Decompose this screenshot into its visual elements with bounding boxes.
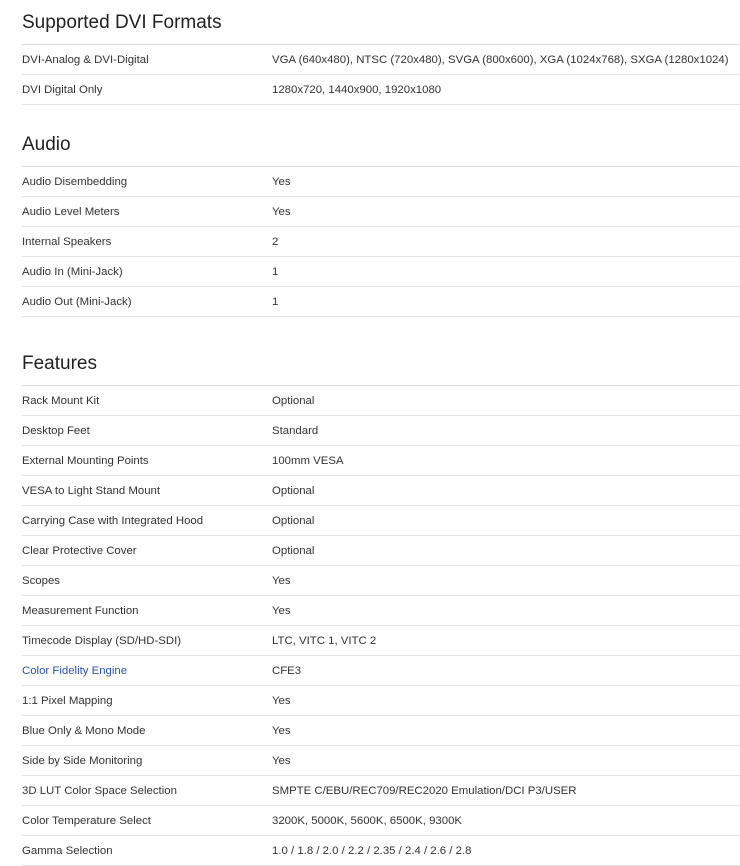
spec-value: Yes xyxy=(272,694,291,707)
spec-value: 2 xyxy=(272,235,279,248)
spec-value: SMPTE C/EBU/REC709/REC2020 Emulation/DCI P3/USER xyxy=(272,784,577,797)
spec-value: LTC, VITC 1, VITC 2 xyxy=(272,634,377,647)
spec-value: 1.0 / 1.8 / 2.0 / 2.2 / 2.35 / 2.4 / 2.6 / 2.8 xyxy=(272,844,472,857)
spec-value: 3200K, 5000K, 5600K, 6500K, 9300K xyxy=(272,814,463,827)
color-fidelity-engine-link[interactable]: Color Fidelity Engine xyxy=(22,664,128,677)
spec-value: 1280x720, 1440x900, 1920x1080 xyxy=(272,83,442,96)
spec-row xyxy=(22,806,740,836)
spec-label: Carrying Case with Integrated Hood xyxy=(22,514,204,527)
spec-value: Yes xyxy=(272,175,291,188)
spec-value: Optional xyxy=(272,484,315,497)
spec-label: Scopes xyxy=(22,574,60,587)
spec-row xyxy=(22,45,740,75)
spec-row xyxy=(22,626,740,656)
spec-row xyxy=(22,75,740,105)
spec-row xyxy=(22,386,740,416)
spec-label: Blue Only & Mono Mode xyxy=(22,724,146,737)
spec-value: Optional xyxy=(272,394,315,407)
spec-label: Audio In (Mini-Jack) xyxy=(22,265,123,278)
spec-row xyxy=(22,257,740,287)
spec-label: Audio Level Meters xyxy=(22,205,120,218)
spec-value: 1 xyxy=(272,265,279,278)
spec-value: Optional xyxy=(272,544,315,557)
section-audio xyxy=(22,105,740,317)
spec-label: 3D LUT Color Space Selection xyxy=(22,784,177,797)
spec-row xyxy=(22,566,740,596)
spec-value: CFE3 xyxy=(272,664,302,677)
spec-row xyxy=(22,536,740,566)
spec-row xyxy=(22,416,740,446)
section-title: Audio xyxy=(22,134,71,155)
spec-label: Measurement Function xyxy=(22,604,139,617)
spec-row xyxy=(22,506,740,536)
spec-label: 1:1 Pixel Mapping xyxy=(22,694,113,707)
spec-row xyxy=(22,476,740,506)
spec-row xyxy=(22,446,740,476)
spec-row xyxy=(22,716,740,746)
spec-label: Gamma Selection xyxy=(22,844,113,857)
spec-label: DVI-Analog & DVI-Digital xyxy=(22,53,149,66)
spec-label: Clear Protective Cover xyxy=(22,544,137,557)
spec-label: Audio Disembedding xyxy=(22,175,128,188)
spec-row xyxy=(22,197,740,227)
spec-row xyxy=(22,746,740,776)
spec-row xyxy=(22,686,740,716)
spec-value: VGA (640x480), NTSC (720x480), SVGA (800x600), XGA (1024x768), SXGA (1280x1024) xyxy=(272,53,729,66)
spec-value: Yes xyxy=(272,604,291,617)
spec-value: Yes xyxy=(272,205,291,218)
spec-row xyxy=(22,596,740,626)
spec-value: Standard xyxy=(272,424,319,437)
spec-label: External Mounting Points xyxy=(22,454,149,467)
spec-row xyxy=(22,167,740,197)
spec-row xyxy=(22,287,740,317)
spec-label: Desktop Feet xyxy=(22,424,90,437)
spec-label: Side by Side Monitoring xyxy=(22,754,143,767)
spec-label: VESA to Light Stand Mount xyxy=(22,484,161,497)
spec-row xyxy=(22,776,740,806)
spec-value: Optional xyxy=(272,514,315,527)
section-title: Supported DVI Formats xyxy=(22,12,222,33)
spec-value: 1 xyxy=(272,295,279,308)
spec-value: Yes xyxy=(272,724,291,737)
spec-row xyxy=(22,836,740,866)
spec-label: DVI Digital Only xyxy=(22,83,103,96)
section-dvi-formats xyxy=(22,0,740,105)
section-title: Features xyxy=(22,353,97,374)
spec-row xyxy=(22,227,740,257)
spec-label: Rack Mount Kit xyxy=(22,394,100,407)
spec-value: 100mm VESA xyxy=(272,454,344,467)
spec-label: Audio Out (Mini-Jack) xyxy=(22,295,132,308)
section-features xyxy=(22,317,740,866)
spec-value: Yes xyxy=(272,754,291,767)
spec-label: Internal Speakers xyxy=(22,235,112,248)
spec-row xyxy=(22,656,740,686)
spec-value: Yes xyxy=(272,574,291,587)
spec-label: Color Temperature Select xyxy=(22,814,151,827)
spec-label: Timecode Display (SD/HD-SDI) xyxy=(22,634,182,647)
